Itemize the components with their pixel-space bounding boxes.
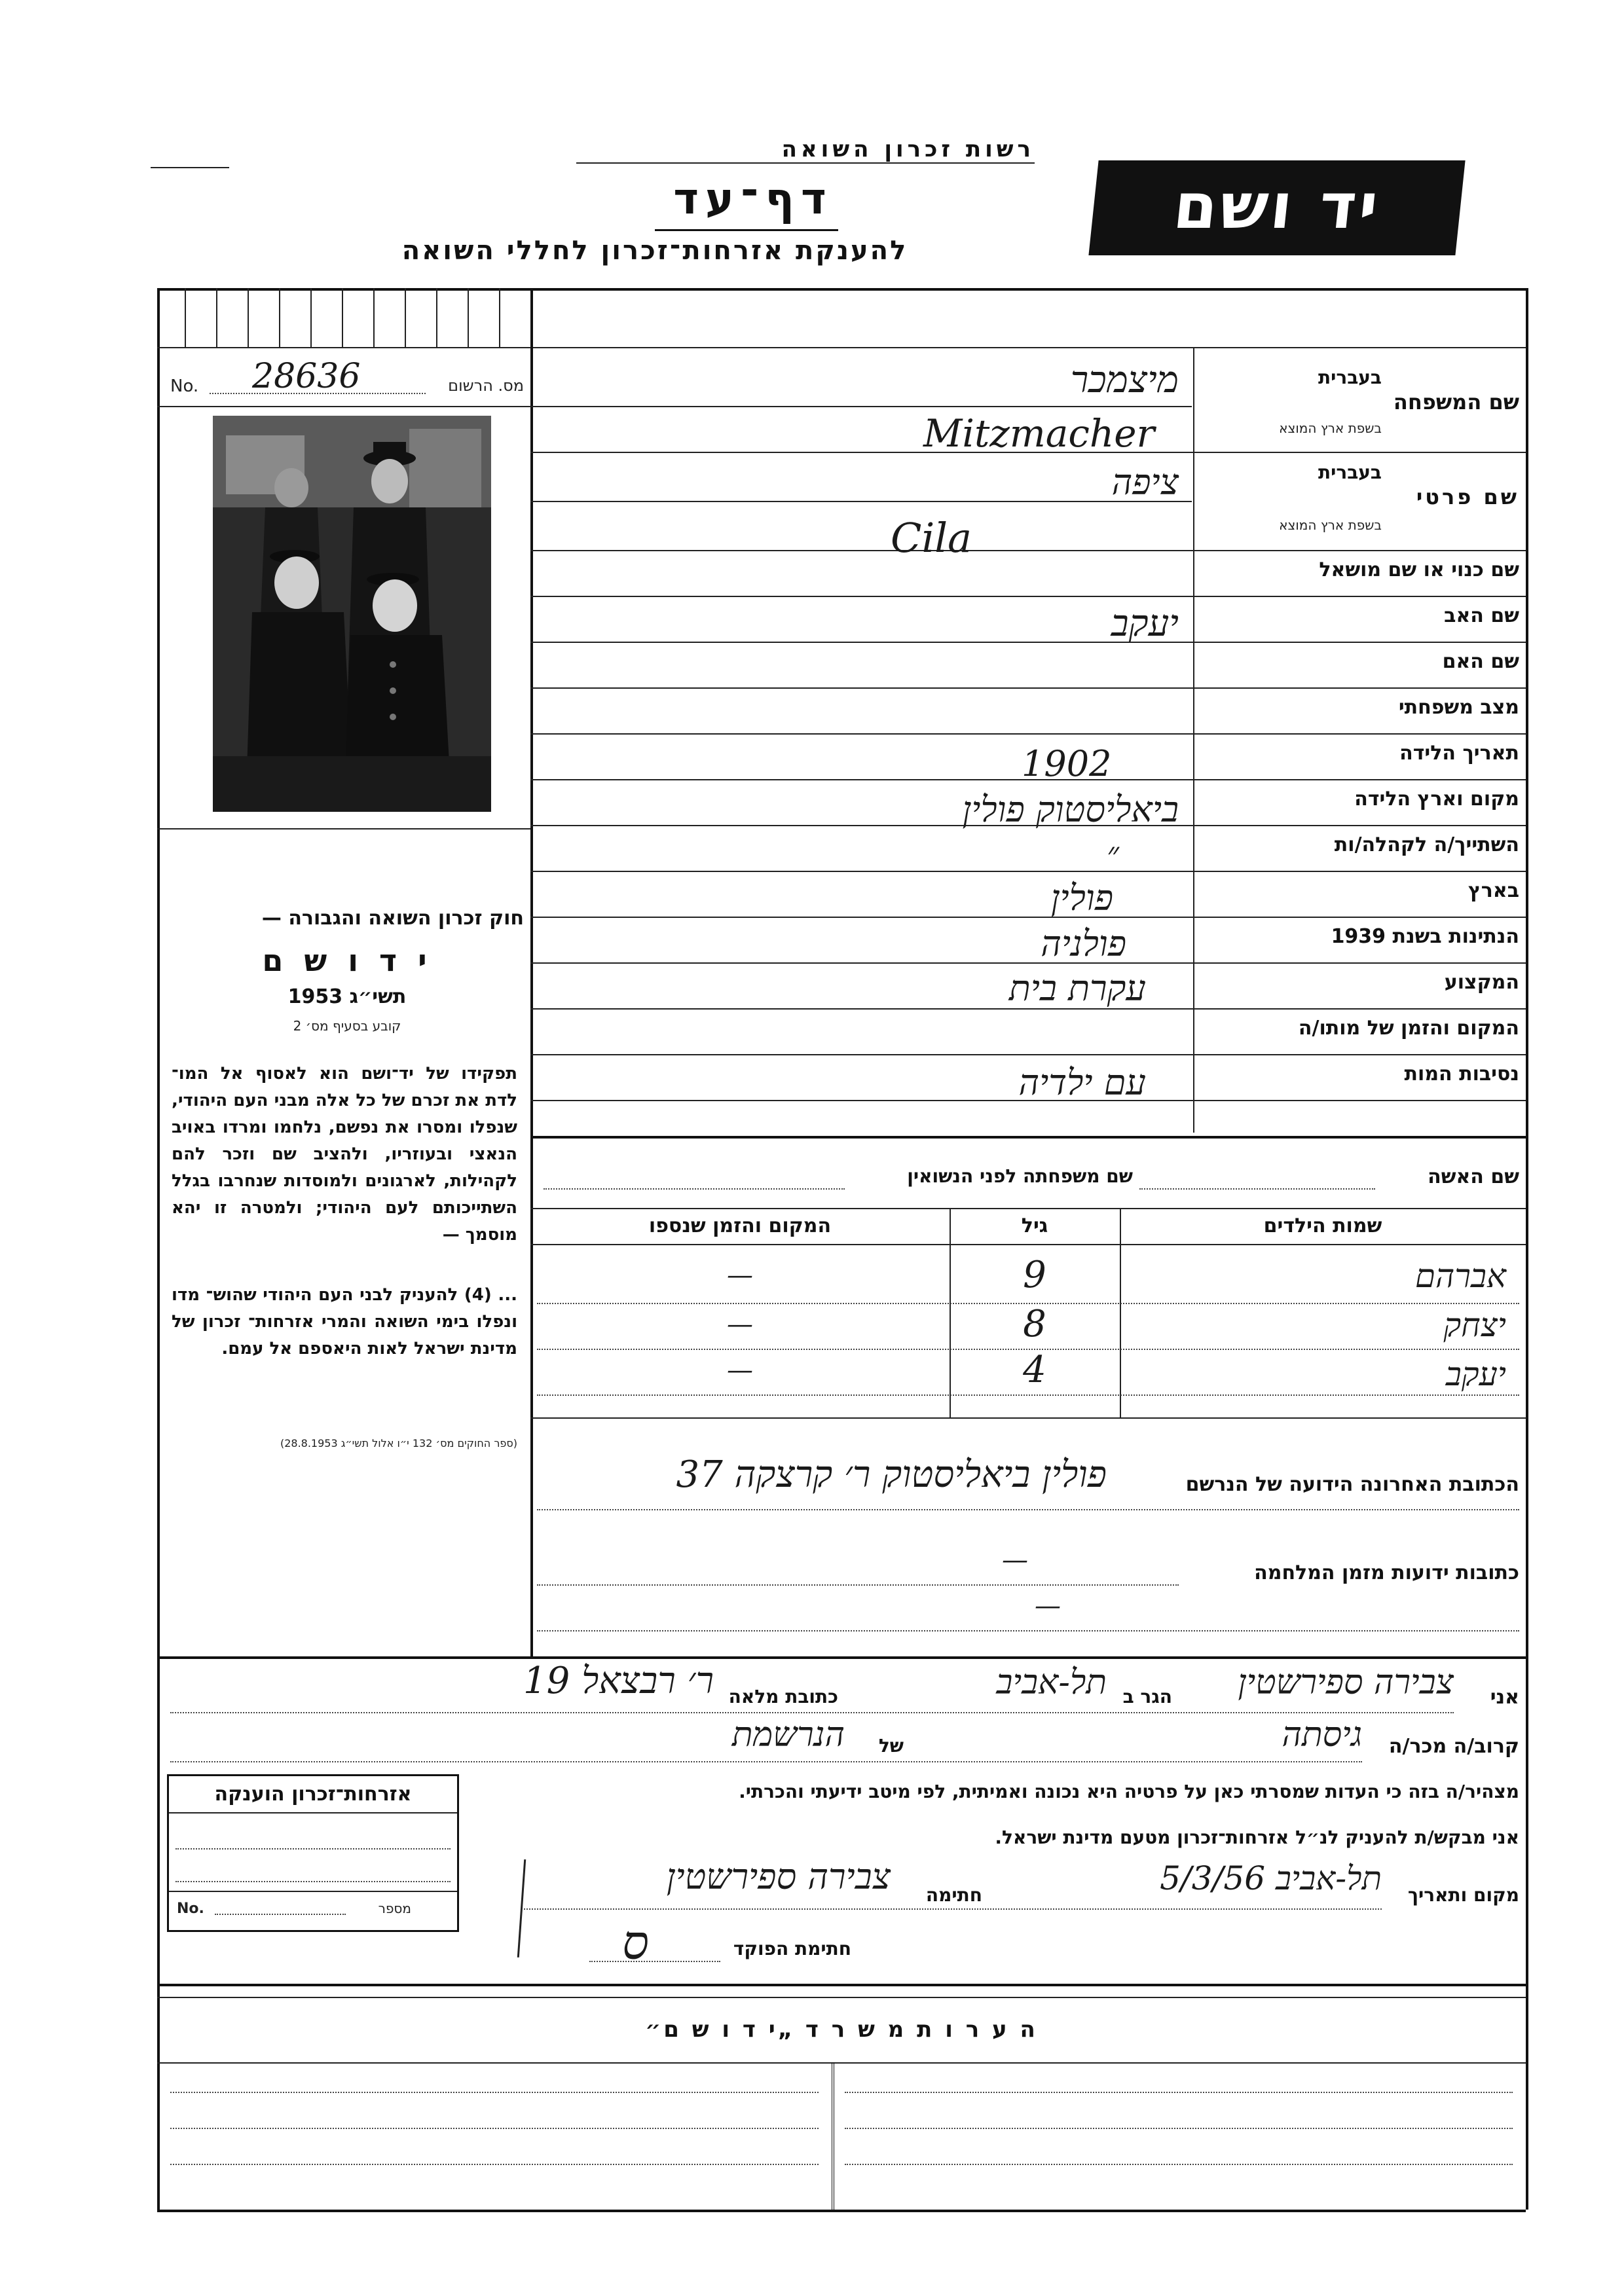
- citizenship-box-line: [175, 1848, 451, 1850]
- label-of: של: [878, 1735, 904, 1757]
- law-clause: קובע בסעיף מס׳ 2: [293, 1018, 401, 1034]
- grid-tick: [279, 288, 280, 347]
- label-birth-date: תאריך הלידה: [1399, 742, 1519, 765]
- grid-tick: [216, 288, 217, 347]
- citizenship-box-divider: [169, 1812, 457, 1813]
- registration-row-line: [157, 406, 530, 407]
- office-notes-title: ה ע ר ו ת מ ש ר ד „י ד ו ש ם״: [645, 2016, 1038, 2043]
- victim-photo: [213, 416, 491, 812]
- value-citizenship[interactable]: פולניה: [1041, 923, 1126, 964]
- label-family-name: שם המשפחה: [1393, 390, 1519, 414]
- table-row[interactable]: —: [727, 1260, 753, 1290]
- label-citizenship-1939: הנתינות בשנת 1939: [1331, 925, 1519, 948]
- children-header-age: גיל: [1021, 1214, 1048, 1237]
- law-year: תשי״ג 1953: [287, 985, 407, 1008]
- notes-dotted-line: [170, 2128, 819, 2129]
- children-row-line: [537, 1394, 1519, 1396]
- value-country[interactable]: פולין: [1050, 877, 1113, 919]
- address-dotted-line: [537, 1509, 1519, 1510]
- citizenship-box-line: [175, 1881, 451, 1882]
- wife-maiden-dotted-line: [544, 1188, 845, 1190]
- value-father-name[interactable]: יעקב: [1111, 602, 1179, 645]
- notes-dotted-line: [845, 2164, 1513, 2165]
- table-row[interactable]: יעקב: [1445, 1355, 1506, 1393]
- left-panel-divider: [530, 288, 533, 1656]
- signature-dotted-line: [524, 1908, 1382, 1910]
- label-officer-signature: חתימת הפוקד: [733, 1938, 851, 1959]
- value-profession[interactable]: עקרת בית: [1008, 968, 1146, 1009]
- grid-tick: [405, 288, 406, 347]
- notes-dotted-line: [845, 2128, 1513, 2129]
- photo-icon: [213, 416, 491, 812]
- children-col-divider: [950, 1208, 951, 1417]
- value-relation[interactable]: גיסתה: [1282, 1715, 1362, 1755]
- grid-tick: [436, 288, 437, 347]
- officer-dotted-line: [589, 1961, 720, 1962]
- value-first-name-he[interactable]: ציפה: [1111, 462, 1179, 503]
- wartime-dotted-line: [537, 1584, 1179, 1586]
- children-bottom-line: [530, 1417, 1526, 1419]
- value-of[interactable]: הנרשמת: [731, 1715, 845, 1755]
- frame-bottom: [157, 2210, 1526, 2212]
- value-birth-place[interactable]: ביאליסטוק פולין: [962, 789, 1179, 830]
- value-declarant-name[interactable]: צבירה ספירשטין: [1238, 1663, 1454, 1702]
- notes-center-divider: [832, 2062, 834, 2210]
- label-birth-place: מקום וארץ הלידה: [1354, 788, 1519, 811]
- value-family-name-orig[interactable]: Mitzmacher: [923, 411, 1155, 456]
- citizenship-box-number-label: מספר: [378, 1901, 411, 1916]
- label-country: בארץ: [1467, 879, 1519, 902]
- relative-dotted-line: [170, 1761, 1362, 1762]
- label-father-name: שם האב: [1444, 604, 1519, 627]
- grid-tick: [248, 288, 249, 347]
- value-wartime-address-2[interactable]: —: [1035, 1591, 1061, 1621]
- children-col-divider: [1120, 1208, 1121, 1417]
- label-relative: קרוב/ה מכר/ה: [1388, 1735, 1519, 1758]
- field-row-line: [530, 1054, 1526, 1055]
- label-death-place-time: המקום והזמן של מותו/ה: [1298, 1017, 1519, 1040]
- grid-tick: [468, 288, 469, 347]
- frame-left: [157, 288, 160, 2210]
- field-row-line: [530, 871, 1526, 872]
- form-title: דף־עד: [673, 173, 833, 224]
- table-row[interactable]: 8: [1023, 1303, 1046, 1345]
- value-officer-signature[interactable]: ס: [622, 1915, 649, 1970]
- fields-bottom-line: [530, 1136, 1526, 1139]
- notes-top-line-inner: [157, 1997, 1526, 1998]
- table-row[interactable]: יצחק: [1443, 1306, 1506, 1344]
- registration-label-he: מס. הרשום: [448, 376, 524, 395]
- label-in-hebrew: בעברית: [1318, 367, 1382, 388]
- label-full-address: כתובת מלאה: [728, 1686, 838, 1707]
- label-resides: הגר ב: [1122, 1686, 1172, 1707]
- declarant-dotted-line: [170, 1712, 1454, 1713]
- value-community[interactable]: ״: [1107, 835, 1119, 873]
- registration-label-en: No.: [170, 376, 199, 396]
- label-origin-lang: בשפת ארץ המוצא: [1279, 420, 1382, 436]
- law-name: י ד ו ש ם: [262, 943, 432, 978]
- grid-tick: [499, 288, 500, 347]
- label-nickname: שם כנוי או שם מושאל: [1319, 558, 1519, 581]
- label-wife-maiden: שם משפחתה לפני הנשואין: [907, 1165, 1133, 1187]
- label-death-circumstances: נסיבות המות: [1404, 1063, 1519, 1085]
- label-community: השתייך/ה לקהלה/ות: [1334, 833, 1519, 856]
- notes-dotted-line: [170, 2164, 819, 2165]
- notes-line: [157, 2062, 1526, 2064]
- value-first-name-orig[interactable]: Cila: [891, 514, 972, 562]
- label-last-address: הכתובת האחרונה הידועה של הנרשם: [1185, 1473, 1519, 1496]
- table-row[interactable]: —: [727, 1309, 753, 1339]
- children-header-line: [530, 1244, 1526, 1245]
- label-i: אני: [1490, 1686, 1519, 1709]
- table-row[interactable]: —: [727, 1355, 753, 1385]
- table-row[interactable]: 9: [1023, 1254, 1046, 1296]
- value-family-name-he[interactable]: מיצמכר: [1070, 359, 1179, 401]
- wife-dotted-line: [1139, 1188, 1375, 1190]
- label-first-name: שם פרטי: [1416, 484, 1519, 509]
- value-wartime-address[interactable]: —: [1002, 1545, 1028, 1575]
- value-declarant-city[interactable]: תל-אביב: [996, 1663, 1107, 1702]
- declaration-text-2: אני מבקש/ת להעניק לנ״ל אזרחות־זכרון מטעם מדינת ישראל.: [995, 1827, 1519, 1848]
- table-row[interactable]: אברהם: [1414, 1257, 1506, 1295]
- frame-right: [1526, 288, 1528, 2210]
- label-mother-name: שם האם: [1442, 650, 1519, 673]
- field-row-line: [530, 687, 1526, 689]
- grid-tick: [373, 288, 375, 347]
- children-header-names: שמות הילדים: [1263, 1214, 1382, 1237]
- wife-row-line: [530, 1208, 1526, 1209]
- citizenship-box-divider: [169, 1891, 457, 1892]
- declaration-text-1: מצהיר/ה בזה כי העדות שמסרתי כאן על פרטיה היא נכונה ואמיתית, לפי מיטב ידיעתי והכרתי.: [739, 1781, 1519, 1802]
- law-title: חוק זכרון השואה והגבורה —: [261, 907, 524, 930]
- table-row[interactable]: 4: [1023, 1349, 1046, 1391]
- field-row-line: [530, 596, 1526, 597]
- notes-dotted-line: [170, 2092, 819, 2093]
- label-signature: חתימה: [925, 1884, 982, 1906]
- label-profession: המקצוע: [1444, 971, 1519, 994]
- label-wife-name: שם האשה: [1428, 1165, 1519, 1188]
- value-death-circumstances[interactable]: עם ילדיה: [1018, 1062, 1146, 1103]
- frame-top: [157, 288, 1526, 291]
- header-authority-text: רשות זכרון השואה: [781, 136, 1035, 162]
- citizenship-box-number-en: No.: [177, 1901, 204, 1917]
- photo-bottom-line: [157, 828, 530, 829]
- children-header-place: המקום והזמן שנספו: [648, 1214, 832, 1237]
- grid-tick: [342, 288, 343, 347]
- left-header-stub-line: [151, 167, 229, 168]
- row-line-top: [157, 347, 1526, 348]
- section-divider: [157, 1656, 1526, 1659]
- value-last-address[interactable]: פולין ביאליסטוק ר׳ קרצקה 37: [676, 1453, 1107, 1496]
- form-subtitle: להענקת אזרחות־זכרון לחללי השואה: [401, 236, 908, 266]
- label-place-date: מקום ותאריך: [1407, 1884, 1519, 1906]
- notes-dotted-line: [845, 2092, 1513, 2093]
- label-marital-status: מצב משפחתי: [1398, 696, 1519, 719]
- field-sub-line: [530, 406, 1192, 407]
- registration-number: 28636: [252, 357, 361, 396]
- grid-tick: [310, 288, 312, 347]
- label-first-in-hebrew: בעברית: [1318, 462, 1382, 483]
- grid-tick: [185, 288, 186, 347]
- value-declarant-address[interactable]: ר׳ רבצאל 19: [523, 1660, 714, 1702]
- notes-top-line: [157, 1984, 1526, 1986]
- yad-vashem-logo: [1088, 160, 1465, 255]
- law-text-citizenship: ... (4) להעניק לבני העם היהודי שהוש־ מדו ונפלו בימי השואה והמרי אזרחות־ זכרון של מדינת ישראל לאות היאספם אל עמם.: [172, 1285, 517, 1358]
- field-row-line: [530, 550, 1526, 551]
- value-signature[interactable]: צבירה ספירשטין: [666, 1856, 891, 1897]
- value-place-date[interactable]: תל-אביב 5/3/56: [1160, 1859, 1382, 1897]
- logo-text: יד ושם: [1170, 170, 1384, 243]
- label-first-origin-lang: בשפת ארץ המוצא: [1279, 517, 1382, 533]
- header-top-line: [576, 162, 1035, 164]
- value-birth-date[interactable]: 1902: [1022, 743, 1112, 784]
- citizenship-box-title: אזרחות־זכרון הוענקה: [214, 1783, 412, 1806]
- label-wartime-address: כתובות ידועות מזמן המלחמה: [1254, 1561, 1519, 1584]
- title-underline: [655, 229, 838, 231]
- citizenship-granted-box: [167, 1774, 459, 1932]
- wartime-dotted-line-2: [537, 1630, 1519, 1631]
- field-row-line: [530, 733, 1526, 735]
- label-column-divider: [1193, 347, 1194, 1133]
- law-text-purpose: תפקידו של יד־ושם הוא לאסוף אל המו־ לדת את זכרם של כל אלה מבני העם היהודי, שנפלו ומסרו את נפשם, נלחמו ומרדו באויב הנאצי ובעוזריו, ולהציב שם וזכר להם לקהילות, לארגונים ולמוסדות שנחרבו בגלל השתייכותם לעם היהודי; ולמטרה זו יהא מוסמך —: [172, 1064, 517, 1245]
- citizenship-box-number-line: [215, 1914, 346, 1915]
- law-source: (ספר החוקים מס׳ 132 י״ו אלול תשי״ג 28.8.1953): [280, 1437, 517, 1449]
